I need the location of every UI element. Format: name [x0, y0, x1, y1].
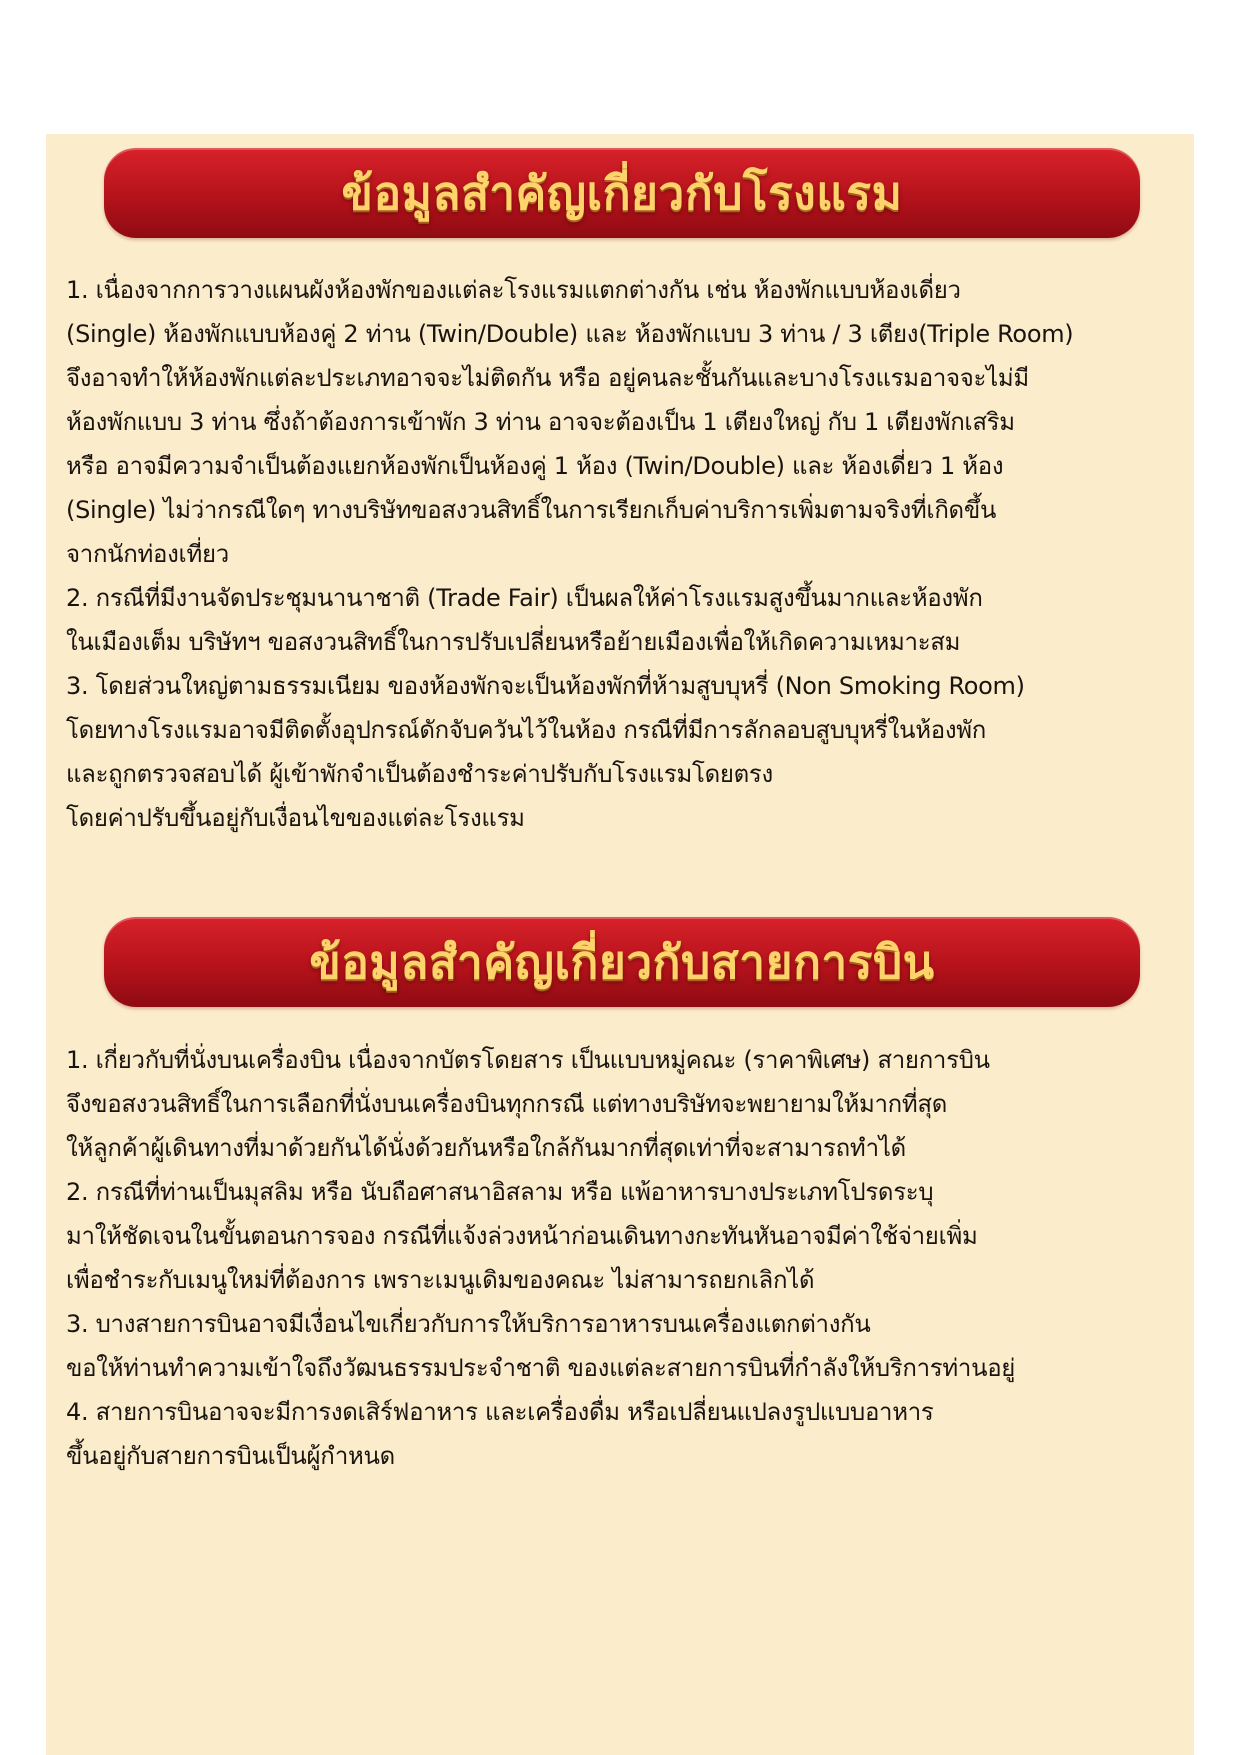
hotel-info-line: 1. เนื่องจากการวางแผนผังห้องพักของแต่ละโรงแรมแตกต่างกัน เช่น ห้องพักแบบห้องเดี่ยว [66, 276, 961, 304]
hotel-info-line: โดยทางโรงแรมอาจมีติดตั้งอุปกรณ์ดักจับควันไว้ในห้อง กรณีที่มีการลักลอบสูบบุหรี่ในห้องพัก [66, 716, 987, 744]
hotel-info-line: และถูกตรวจสอบได้ ผู้เข้าพักจำเป็นต้องชำระค่าปรับกับโรงแรมโดยตรง [66, 760, 773, 788]
hotel-info-line: โดยค่าปรับขึ้นอยู่กับเงื่อนไขของแต่ละโรงแรม [66, 804, 525, 832]
hotel-info-line: (Single) ไม่ว่ากรณีใดๆ ทางบริษัทขอสงวนสิทธิ์ในการเรียกเก็บค่าบริการเพิ่มตามจริงที่เกิดขึ้น [66, 496, 997, 524]
airline-info-line: เพื่อชำระกับเมนูใหม่ที่ต้องการ เพราะเมนูเดิมของคณะ ไม่สามารถยกเลิกได้ [66, 1266, 815, 1294]
airline-info-line: 3. บางสายการบินอาจมีเงื่อนไขเกี่ยวกับการให้บริการอาหารบนเครื่องแตกต่างกัน [66, 1310, 871, 1338]
hotel-info-title: ข้อมูลสำคัญเกี่ยวกับโรงแรม [341, 165, 903, 220]
hotel-info-line: 3. โดยส่วนใหญ่ตามธรรมเนียม ของห้องพักจะเป็นห้องพักที่ห้ามสูบบุหรี่ (Non Smoking Room) [66, 672, 1025, 700]
airline-info-line: 1. เกี่ยวกับที่นั่งบนเครื่องบิน เนื่องจากบัตรโดยสาร เป็นแบบหมู่คณะ (ราคาพิเศษ) สายการบิน [66, 1046, 990, 1074]
hotel-info-text [66, 268, 1186, 840]
airline-info-line: ขอให้ท่านทำความเข้าใจถึงวัฒนธรรมประจำชาติ ของแต่ละสายการบินที่กำลังให้บริการท่านอยู่ [66, 1354, 1016, 1382]
airline-info-line: ให้ลูกค้าผู้เดินทางที่มาด้วยกันได้นั่งด้วยกันหรือใกล้กันมากที่สุดเท่าที่จะสามารถทำได้ [66, 1134, 906, 1162]
airline-info-title: ข้อมูลสำคัญเกี่ยวกับสายการบิน [309, 934, 935, 989]
hotel-info-line: หรือ อาจมีความจำเป็นต้องแยกห้องพักเป็นห้องคู่ 1 ห้อง (Twin/Double) และ ห้องเดี่ยว 1 ห้อง [66, 452, 1004, 480]
hotel-info-line: ในเมืองเต็ม บริษัทฯ ขอสงวนสิทธิ์ในการปรับเปลี่ยนหรือย้ายเมืองเพื่อให้เกิดความเหมาะสม [66, 628, 961, 656]
hotel-info-line: จึงอาจทำให้ห้องพักแต่ละประเภทอาจจะไม่ติดกัน หรือ อยู่คนละชั้นกันและบางโรงแรมอาจจะไม่มี [66, 364, 1029, 392]
airline-info-banner [104, 917, 1140, 1007]
airline-info-line: 4. สายการบินอาจจะมีการงดเสิร์ฟอาหาร และเครื่องดื่ม หรือเปลี่ยนแปลงรูปแบบอาหาร [66, 1398, 934, 1426]
hotel-info-line: ห้องพักแบบ 3 ท่าน ซึ่งถ้าต้องการเข้าพัก 3 ท่าน อาจจะต้องเป็น 1 เตียงใหญ่ กับ 1 เตียงพักเสริม [66, 408, 1015, 436]
hotel-info-line: (Single) ห้องพักแบบห้องคู่ 2 ท่าน (Twin/Double) และ ห้องพักแบบ 3 ท่าน / 3 เตียง(Triple Room) [66, 320, 1074, 348]
airline-info-line: มาให้ชัดเจนในขั้นตอนการจอง กรณีที่แจ้งล่วงหน้าก่อนเดินทางกะทันหันอาจมีค่าใช้จ่ายเพิ่ม [66, 1222, 978, 1250]
airline-info-line: จึงขอสงวนสิทธิ์ในการเลือกที่นั่งบนเครื่องบินทุกกรณี แต่ทางบริษัทจะพยายามให้มากที่สุด [66, 1090, 948, 1118]
hotel-info-banner [104, 148, 1140, 238]
airline-info-line: 2. กรณีที่ท่านเป็นมุสลิม หรือ นับถือศาสนาอิสลาม หรือ แพ้อาหารบางประเภทโปรดระบุ [66, 1178, 934, 1206]
hotel-info-line: จากนักท่องเที่ยว [66, 540, 229, 568]
hotel-info-line: 2. กรณีที่มีงานจัดประชุมนานาชาติ (Trade Fair) เป็นผลให้ค่าโรงแรมสูงขึ้นมากและห้องพัก [66, 584, 983, 612]
airline-info-line: ขึ้นอยู่กับสายการบินเป็นผู้กำหนด [66, 1442, 395, 1470]
airline-info-text [66, 1038, 1186, 1478]
